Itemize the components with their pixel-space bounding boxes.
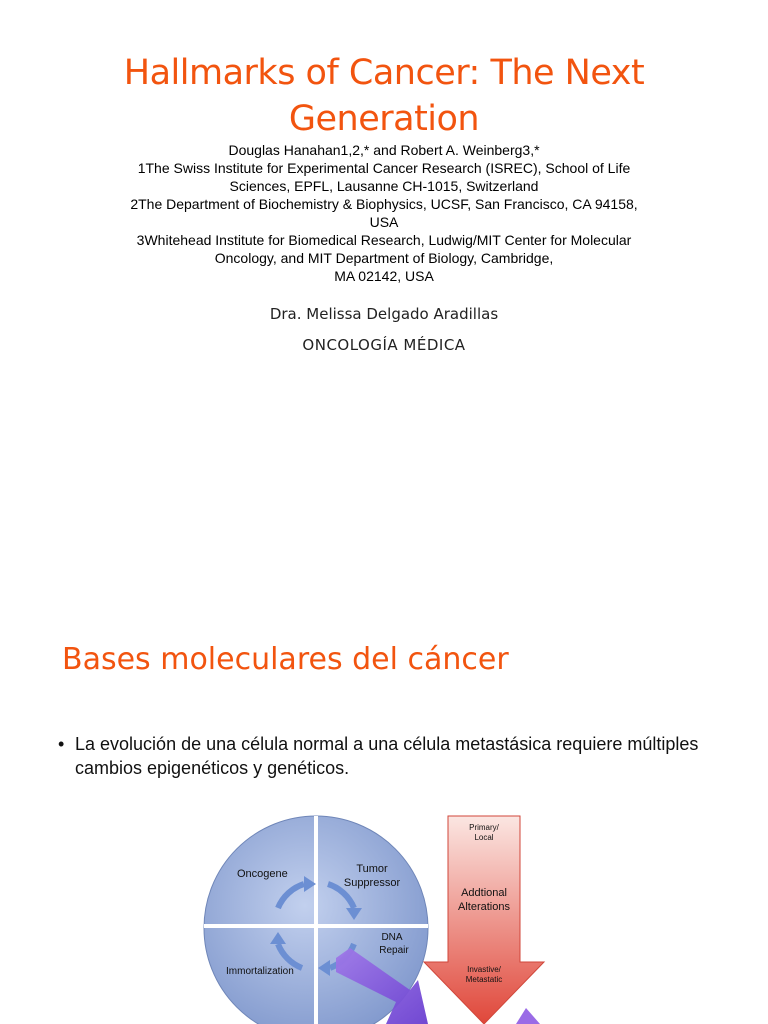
primary-label-line1: Primary/ — [469, 823, 499, 832]
dna-repair-label-line2: Repair — [379, 945, 409, 956]
author-line: Douglas Hanahan1,2,* and Robert A. Weinberg3,* — [228, 142, 540, 158]
dna-repair-label-line1: DNA — [381, 932, 403, 943]
author-line: 1The Swiss Institute for Experimental Cancer Research (ISREC), School of Life — [137, 160, 631, 176]
tumor-label-line1: Tumor — [356, 863, 388, 875]
bullet-text: La evolución de una célula normal a una célula metastásica requiere múltiples cambios epigenéticos y genéticos. — [75, 734, 699, 778]
oncogene-label: Oncogene — [237, 868, 288, 880]
author-line: Oncology, and MIT Department of Biology, Cambridge, — [214, 250, 554, 266]
additional-label-line1: Addtional — [461, 887, 507, 899]
author-line: MA 02142, USA — [334, 268, 434, 284]
invasive-label-line2: Metastatic — [465, 975, 503, 984]
primary-label-line2: Local — [474, 833, 494, 842]
tumor-label-line2: Suppressor — [343, 877, 401, 889]
bullet-item — [58, 732, 738, 780]
author-line: USA — [369, 214, 399, 230]
additional-label-line2: Alterations — [458, 901, 510, 913]
offscreen-shape — [516, 1008, 540, 1024]
author-line: 2The Department of Biochemistry & Biophysics, UCSF, San Francisco, CA 94158, — [130, 196, 638, 212]
author-line: Sciences, EPFL, Lausanne CH-1015, Switzerland — [229, 178, 539, 194]
cancer-evolution-diagram — [200, 812, 570, 1024]
author-line: 3Whitehead Institute for Biomedical Research, Ludwig/MIT Center for Molecular — [136, 232, 632, 248]
immortalization-label: Immortalization — [226, 966, 294, 977]
author-affiliations — [60, 141, 708, 285]
invasive-label-line1: Invastive/ — [467, 965, 501, 974]
department-name: ONCOLOGÍA MÉDICA — [302, 336, 466, 354]
progression-vertical-arrow — [424, 816, 544, 1024]
content-slide — [0, 600, 768, 1024]
presenter-name: Dra. Melissa Delgado Aradillas — [269, 305, 499, 323]
slide-title: Hallmarks of Cancer: The Next Generation — [123, 53, 645, 139]
bullet-marker: • — [58, 734, 65, 754]
slide-title: Bases moleculares del cáncer — [62, 642, 509, 677]
